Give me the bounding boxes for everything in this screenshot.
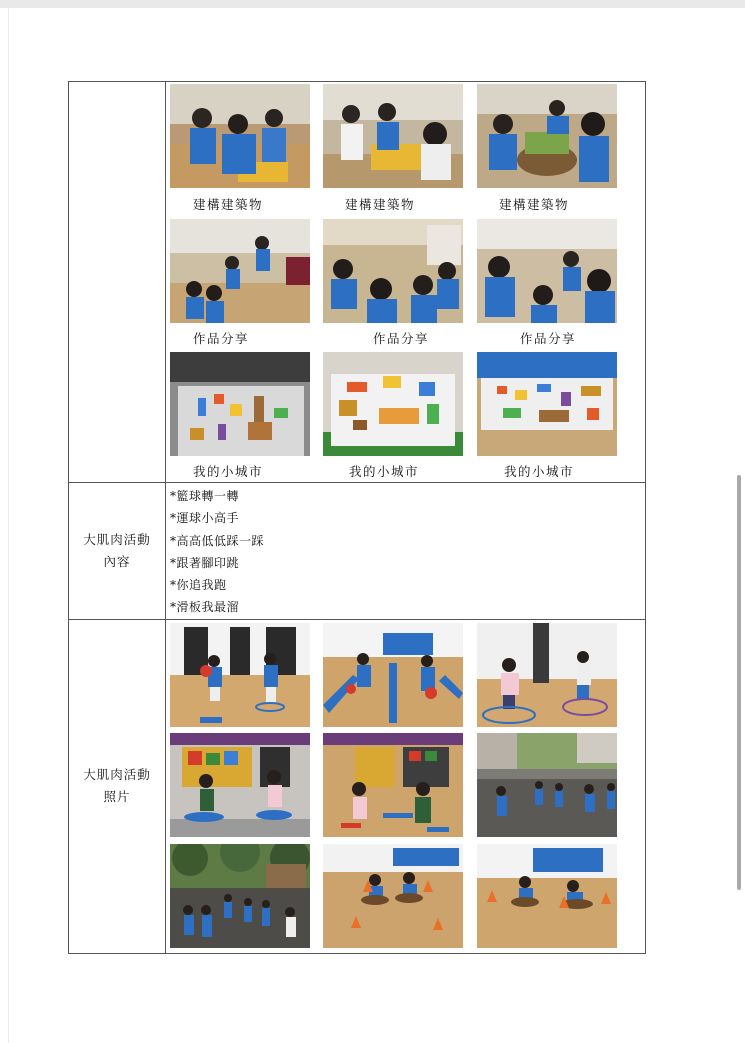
activity-item: *滑板我最溜 — [170, 600, 240, 615]
content-label-line2: 內容 — [103, 553, 131, 569]
motor-photo-2 — [323, 623, 463, 727]
motor-photo-1 — [170, 623, 310, 727]
motor-photo-8 — [323, 844, 463, 948]
motor-photo-6 — [477, 733, 617, 837]
activity-item: *籃球轉一轉 — [170, 489, 240, 503]
motor-photo-4 — [170, 733, 310, 837]
activity-item: *跟著腳印跳 — [170, 555, 240, 570]
photo-caption: 我的小城市 — [504, 464, 575, 479]
city-photo-1 — [170, 352, 310, 456]
photo-caption: 建構建築物 — [193, 197, 264, 212]
city-photo-2 — [323, 352, 463, 456]
content-label-cell — [69, 483, 166, 620]
photos-label-cell — [69, 619, 166, 953]
photo-caption: 建構建築物 — [499, 197, 570, 212]
scrollbar[interactable] — [737, 475, 741, 890]
sharing-photo-2 — [323, 219, 463, 323]
empty-label-cell — [69, 82, 166, 483]
city-photo-3 — [477, 352, 617, 456]
photo-caption: 作品分享 — [193, 331, 250, 346]
activity-list-cell — [166, 483, 646, 620]
activity-list — [166, 483, 645, 619]
motor-photo-9 — [477, 844, 617, 948]
viewer-top-bar — [0, 0, 745, 8]
photo-caption: 作品分享 — [373, 331, 430, 346]
building-photo-1 — [170, 84, 310, 188]
photos-label-line2: 照片 — [103, 789, 131, 805]
activity-item: *高高低低踩一踩 — [170, 533, 265, 548]
building-photo-2 — [323, 84, 463, 188]
building-photos-cell — [166, 82, 646, 483]
activity-item: *你追我跑 — [170, 578, 227, 593]
activity-item: *運球小高手 — [170, 511, 240, 526]
photos-label-line1: 大肌肉活動 — [83, 767, 151, 783]
sharing-photo-3 — [477, 219, 617, 323]
motor-photo-7 — [170, 844, 310, 948]
activity-photos-cell — [166, 619, 646, 953]
photo-caption: 建構建築物 — [345, 197, 416, 212]
building-photo-3 — [477, 84, 617, 188]
photo-caption: 我的小城市 — [193, 464, 264, 479]
motor-photo-5 — [323, 733, 463, 837]
activity-table — [68, 81, 646, 954]
content-label-line1: 大肌肉活動 — [83, 531, 151, 547]
motor-photo-3 — [477, 623, 617, 727]
sharing-photo-1 — [170, 219, 310, 323]
photo-caption: 作品分享 — [520, 331, 577, 346]
photo-caption: 我的小城市 — [349, 464, 420, 479]
